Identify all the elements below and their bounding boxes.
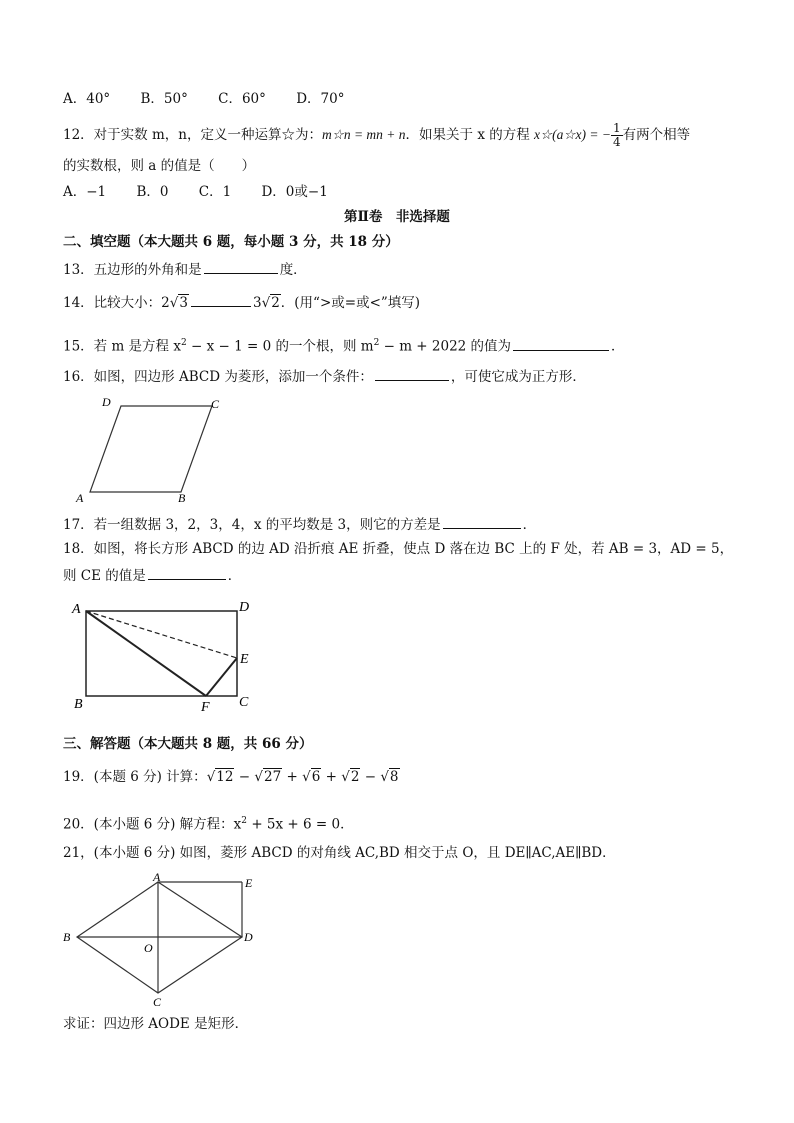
q17 bbox=[63, 514, 536, 534]
q14-coef: 3 bbox=[252, 295, 262, 311]
q15-mid2: − m + 2022 的值为 bbox=[379, 338, 512, 355]
q12-fraction bbox=[611, 122, 623, 149]
q12-option-a: A．−1 bbox=[63, 184, 107, 200]
q18-line1: 18．如图，将长方形 ABCD 的边 AD 沿折痕 AE 折叠，使点 D 落在边 BC 上的 F 处，若 AB = 3，AD = 5， bbox=[63, 541, 734, 557]
q18-line2 bbox=[63, 565, 241, 585]
q19-sqrt-3: √6 bbox=[302, 769, 321, 785]
label-A: A bbox=[76, 491, 84, 505]
q15 bbox=[63, 334, 625, 356]
label-C: C bbox=[153, 995, 162, 1009]
rectangle-ABCD bbox=[86, 611, 237, 696]
q19-radicand-4: 2 bbox=[350, 769, 360, 785]
q19-op-4: − bbox=[360, 769, 381, 785]
label-A: A bbox=[72, 602, 81, 617]
label-C: C bbox=[211, 397, 220, 411]
q14-radicand-1: 3 bbox=[179, 295, 188, 311]
q11-options bbox=[63, 90, 370, 108]
q18-rectangle-figure bbox=[66, 596, 266, 716]
q14 bbox=[63, 292, 420, 312]
q18-text: 则 CE 的值是 bbox=[63, 568, 146, 584]
label-B: B bbox=[74, 697, 83, 712]
q19 bbox=[63, 768, 400, 786]
label-D: D bbox=[239, 600, 250, 615]
q12-line2: 的实数根，则 a 的值是（ ） bbox=[63, 158, 256, 174]
q14-sqrt-1: √3 bbox=[169, 295, 188, 311]
q20-exp: 2 bbox=[241, 816, 248, 826]
q12-definition: m☆n = mn + n bbox=[321, 127, 406, 142]
q20-end: + 5x + 6 = 0． bbox=[247, 816, 354, 833]
q19-text: 19．(本题 6 分) 计算： bbox=[63, 769, 207, 785]
q21-rhombus-figure bbox=[62, 870, 272, 1010]
q12-equation: x☆(a☆x) = − bbox=[534, 127, 611, 142]
q19-op-3: + bbox=[321, 769, 342, 785]
q11-option-d: D．70° bbox=[296, 91, 345, 107]
q17-end: ． bbox=[522, 517, 537, 533]
fold-line-AE bbox=[86, 611, 237, 658]
q15-exp2: 2 bbox=[373, 338, 380, 348]
q19-radicand-3: 6 bbox=[311, 769, 321, 785]
label-D: D bbox=[102, 395, 111, 409]
segment-AF bbox=[86, 611, 206, 696]
part2-title: 第Ⅱ卷 非选择题 bbox=[344, 209, 450, 225]
q20-text: 20．(本小题 6 分) 解方程：x bbox=[63, 816, 242, 833]
q15-mid1: − x − 1 = 0 的一个根，则 m bbox=[186, 338, 374, 355]
q19-sqrt-5: √8 bbox=[380, 769, 399, 785]
rhombus-shape bbox=[90, 406, 212, 492]
segment-FE bbox=[206, 658, 237, 696]
q17-answer-blank[interactable] bbox=[443, 514, 521, 529]
q13-unit: 度． bbox=[279, 262, 307, 278]
q12-frac-denominator: 4 bbox=[612, 135, 621, 149]
label-O: O bbox=[144, 941, 153, 955]
q12-text-1: 12．对于实数 m，n，定义一种运算☆为： bbox=[63, 127, 322, 143]
q19-sqrt-2: √27 bbox=[254, 769, 282, 785]
q14-answer-blank[interactable] bbox=[191, 292, 251, 307]
q15-end: ． bbox=[611, 338, 625, 355]
q19-op-2: + bbox=[282, 769, 303, 785]
q19-sqrt-4: √2 bbox=[341, 769, 360, 785]
q12-text-2: ．如果关于 x 的方程 bbox=[405, 127, 535, 143]
label-B: B bbox=[63, 930, 71, 944]
q16-tail: ，可使它成为正方形． bbox=[450, 369, 586, 385]
label-E: E bbox=[240, 652, 249, 667]
label-D: D bbox=[244, 930, 253, 944]
q12-text-3: 有两个相等 bbox=[622, 127, 691, 143]
q12-options bbox=[63, 183, 354, 201]
q18-end: ． bbox=[227, 568, 242, 584]
section2-heading: 二、填空题（本大题共 6 题，每小题 3 分，共 18 分） bbox=[63, 234, 399, 250]
q19-sqrt-1: √12 bbox=[206, 769, 234, 785]
q19-radicand-2: 27 bbox=[264, 769, 282, 785]
q19-radicand-5: 8 bbox=[389, 769, 399, 785]
q16-rhombus-figure bbox=[70, 392, 240, 507]
q15-exp1: 2 bbox=[180, 338, 187, 348]
q12-line1 bbox=[63, 122, 690, 149]
q11-option-a: A．40° bbox=[63, 91, 111, 107]
q12-option-d: D．0或−1 bbox=[261, 184, 328, 200]
q17-text: 17．若一组数据 3，2，3，4，x 的平均数是 3，则它的方差是 bbox=[63, 517, 441, 533]
q12-option-b: B．0 bbox=[136, 184, 169, 200]
q14-hint: ．(用“>或=或<”填写) bbox=[280, 295, 421, 311]
q11-option-b: B．50° bbox=[140, 91, 188, 107]
q21-proof-statement: 求证：四边形 AODE 是矩形． bbox=[63, 1016, 249, 1032]
q13-text: 13．五边形的外角和是 bbox=[63, 262, 202, 278]
q15-text: 15．若 m 是方程 x bbox=[63, 338, 181, 355]
section3-heading: 三、解答题（本大题共 8 题，共 66 分） bbox=[63, 736, 313, 752]
label-E: E bbox=[245, 876, 253, 890]
label-F: F bbox=[201, 700, 210, 715]
q15-answer-blank[interactable] bbox=[513, 336, 609, 351]
q21: 21，(本小题 6 分) 如图，菱形 ABCD 的对角线 AC,BD 相交于点 O，且 DE∥AC,AE∥BD． bbox=[63, 845, 616, 861]
q12-option-c: C．1 bbox=[198, 184, 232, 200]
q19-radicand-1: 12 bbox=[216, 769, 234, 785]
q14-radicand-2: 2 bbox=[271, 295, 280, 311]
label-B: B bbox=[178, 491, 186, 505]
q13-answer-blank[interactable] bbox=[204, 259, 278, 274]
label-C: C bbox=[239, 695, 249, 710]
q19-op-1: − bbox=[234, 769, 255, 785]
q16-answer-blank[interactable] bbox=[375, 366, 449, 381]
q20 bbox=[63, 812, 354, 834]
q16-text: 16．如图，四边形 ABCD 为菱形，添加一个条件： bbox=[63, 369, 373, 385]
q14-sqrt-2: √2 bbox=[261, 295, 280, 311]
q11-option-c: C．60° bbox=[218, 91, 266, 107]
label-A: A bbox=[153, 870, 161, 884]
q14-text: 14．比较大小：2 bbox=[63, 295, 170, 311]
q18-answer-blank[interactable] bbox=[148, 565, 226, 580]
q13 bbox=[63, 259, 307, 279]
q16 bbox=[63, 366, 586, 386]
q12-frac-numerator: 1 bbox=[612, 121, 621, 135]
